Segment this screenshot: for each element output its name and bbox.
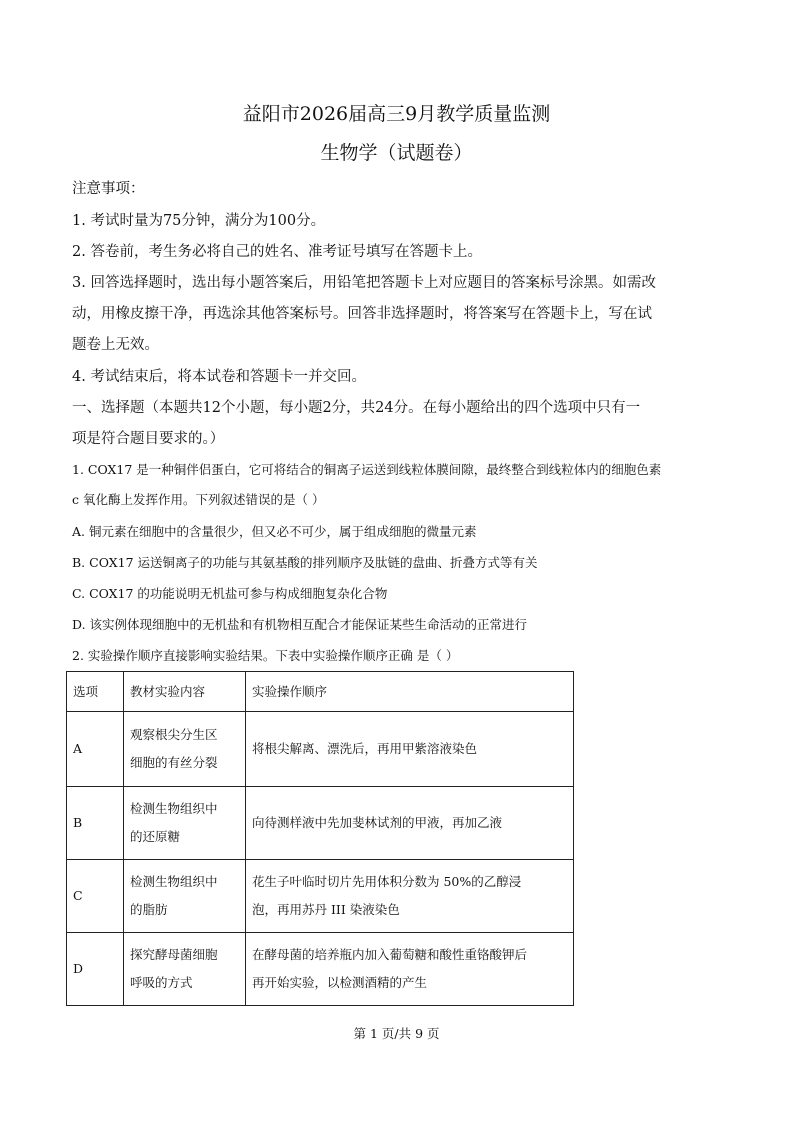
row-option: D	[67, 933, 124, 1006]
row-content-line: 呼吸的方式	[130, 975, 193, 990]
row-option: A	[67, 712, 124, 787]
notice-item: 动，用橡皮擦干净，再选涂其他答案标号。回答非选择题时，将答案写在答题卡上，写在试	[72, 306, 652, 322]
row-procedure	[246, 933, 574, 1006]
section-heading-cont: 项是符合题目要求的。）	[72, 431, 225, 447]
row-content-line: 观察根尖分生区	[130, 727, 218, 742]
row-content	[124, 860, 246, 933]
row-content-line: 检测生物组织中	[130, 874, 218, 889]
table-row	[67, 860, 574, 933]
question-1-option-b: B. COX17 运送铜离子的功能与其氨基酸的排列顺序及肽链的盘曲、折叠方式等有关	[72, 555, 538, 570]
row-procedure-line: 将根尖解离、漂洗后，再用甲紫溶液染色	[252, 741, 478, 756]
row-procedure-line: 在酵母菌的培养瓶内加入葡萄糖和酸性重铬酸钾后	[252, 947, 528, 962]
exam-title: 益阳市2026届高三9月教学质量监测	[242, 103, 551, 125]
row-content-line: 的脂肪	[130, 902, 168, 917]
section-heading: 一、选择题（本题共12个小题，每小题2分，共24分。在每小题给出的四个选项中只有一	[72, 400, 641, 416]
row-procedure-line: 泡，再用苏丹 III 染液染色	[252, 902, 400, 917]
row-option: C	[67, 860, 124, 933]
question-1-option-d: D. 该实例体现细胞中的无机盐和有机物相互配合才能保证某些生命活动的正常进行	[72, 617, 528, 632]
notice-item: 2. 答卷前，考生务必将自己的姓名、准考证号填写在答题卡上。	[72, 244, 482, 260]
row-procedure	[246, 787, 574, 860]
table-row	[67, 787, 574, 860]
row-procedure	[246, 712, 574, 787]
header-content: 教材实验内容	[124, 672, 246, 712]
notice-item: 4. 考试结束后，将本试卷和答题卡一并交回。	[72, 369, 366, 385]
question-1-option-c: C. COX17 的功能说明无机盐可参与构成细胞复杂化合物	[72, 586, 388, 601]
question-1-stem: 1. COX17 是一种铜伴侣蛋白，它可将结合的铜离子运送到线粒体膜间隙，最终整合到线粒体内的细胞色素	[72, 462, 662, 477]
row-procedure-line: 花生子叶临时切片先用体积分数为 50%的乙醇浸	[252, 874, 522, 889]
header-option: 选项	[67, 672, 124, 712]
notice-item: 1. 考试时量为75分钟，满分为100分。	[72, 213, 326, 229]
table-header-row	[67, 672, 574, 712]
question-2-stem: 2. 实验操作顺序直接影响实验结果。下表中实验操作顺序正确 是（ ）	[72, 648, 459, 663]
row-content-line: 探究酵母菌细胞	[130, 947, 218, 962]
table-row	[67, 712, 574, 787]
row-content	[124, 712, 246, 787]
row-procedure-line: 再开始实验，以检测酒精的产生	[252, 975, 428, 990]
table-row	[67, 933, 574, 1006]
notice-item: 题卷上无效。	[72, 337, 159, 353]
notice-item: 3. 回答选择题时，选出每小题答案后，用铅笔把答题卡上对应题目的答案标号涂黑。如需改	[72, 275, 656, 291]
question-1-option-a: A. 铜元素在细胞中的含量很少，但又必不可少，属于组成细胞的微量元素	[72, 524, 477, 539]
row-content	[124, 787, 246, 860]
row-content-line: 的还原糖	[130, 829, 181, 844]
exam-subtitle: 生物学（试题卷）	[320, 142, 473, 164]
header-procedure: 实验操作顺序	[246, 672, 574, 712]
row-content-line: 检测生物组织中	[130, 801, 218, 816]
row-procedure-line: 向待测样液中先加斐林试剂的甲液，再加乙液	[252, 815, 503, 830]
row-procedure	[246, 860, 574, 933]
page-footer: 第 1 页/共 9 页	[353, 1026, 440, 1041]
row-content	[124, 933, 246, 1006]
question-1-stem-cont: c 氧化酶上发挥作用。下列叙述错误的是（ ）	[72, 492, 325, 507]
notice-heading: 注意事项：	[72, 181, 145, 197]
row-content-line: 细胞的有丝分裂	[130, 755, 218, 770]
question-2-table	[66, 671, 574, 1006]
row-option: B	[67, 787, 124, 860]
